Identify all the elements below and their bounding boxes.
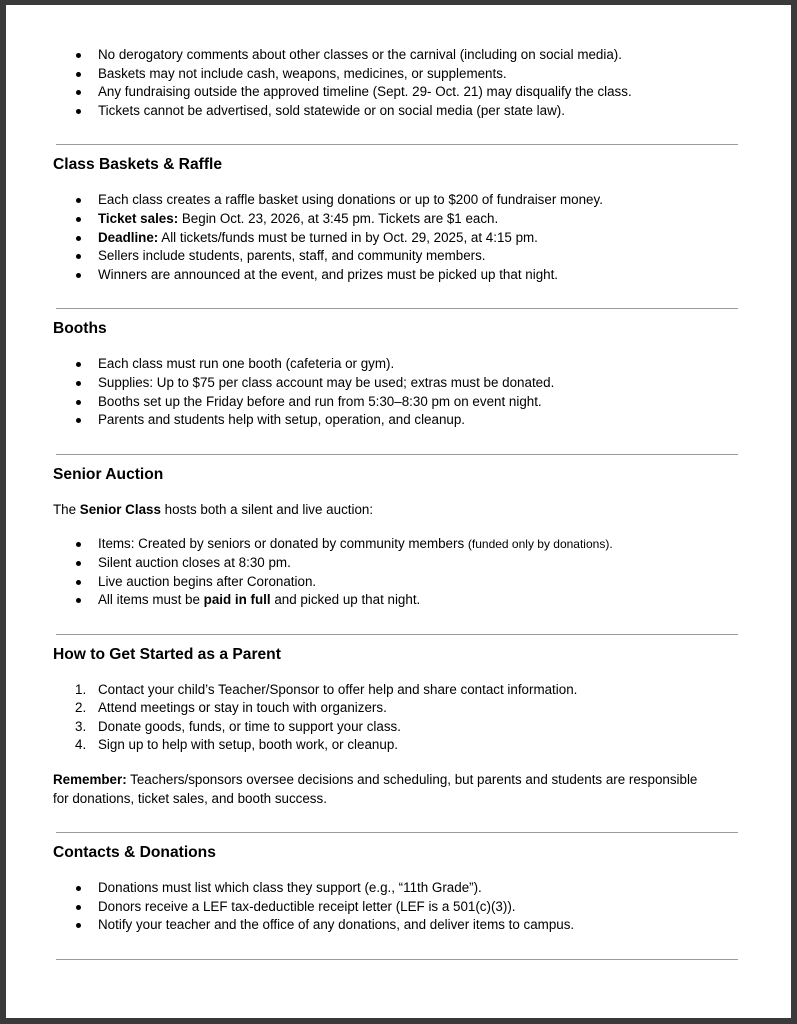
divider	[56, 144, 738, 145]
list-item: Live auction begins after Coronation.	[53, 573, 741, 592]
list-item: Notify your teacher and the office of any donations, and deliver items to campus.	[53, 916, 741, 935]
list-item: Each class creates a raffle basket using donations or up to $200 of fundraiser money.	[53, 191, 741, 210]
item-text: All tickets/funds must be turned in by Oct. 29, 2025, at 4:15 pm.	[158, 229, 538, 245]
bold-label: Ticket sales:	[98, 210, 179, 226]
step-number: 4.	[75, 737, 87, 753]
remember-paragraph	[53, 771, 741, 808]
section-title-baskets: Class Baskets & Raffle	[53, 156, 223, 174]
list-item: No derogatory comments about other classes or the carnival (including on social media).	[53, 46, 741, 65]
document-page	[6, 5, 791, 1018]
contacts-list	[53, 879, 741, 935]
step-text: Sign up to help with setup, booth work, or cleanup.	[98, 737, 398, 753]
parent-steps-list	[53, 681, 741, 755]
divider	[56, 634, 738, 635]
remember-line: for donations, ticket sales, and booth success.	[53, 790, 327, 806]
list-item: Sellers include students, parents, staff, and community members.	[53, 247, 741, 266]
intro-text: hosts both a silent and live auction:	[160, 501, 374, 517]
auction-intro	[53, 501, 741, 520]
remember-text: Teachers/sponsors oversee decisions and scheduling, but parents and students are responsible	[126, 772, 698, 788]
list-item	[53, 681, 741, 700]
list-item: Silent auction closes at 8:30 pm.	[53, 554, 741, 573]
list-item	[53, 229, 741, 248]
intro-text: The	[53, 501, 80, 517]
divider	[56, 832, 738, 833]
bold-label: Remember:	[53, 772, 127, 788]
list-item: Any fundraising outside the approved timeline (Sept. 29- Oct. 21) may disqualify the class.	[53, 83, 741, 102]
section-title-auction: Senior Auction	[53, 465, 164, 483]
list-item	[53, 736, 741, 755]
list-item: Booths set up the Friday before and run from 5:30–8:30 pm on event night.	[53, 393, 741, 412]
step-text: Contact your child’s Teacher/Sponsor to offer help and share contact information.	[98, 681, 578, 697]
list-item: Supplies: Up to $75 per class account may be used; extras must be donated.	[53, 374, 741, 393]
step-number: 1.	[75, 681, 87, 697]
list-item	[53, 591, 741, 610]
bold-text: Senior Class	[79, 501, 161, 517]
step-text: Attend meetings or stay in touch with organizers.	[98, 700, 387, 716]
section-title-contacts: Contacts & Donations	[53, 844, 216, 862]
step-number: 3.	[75, 718, 87, 734]
list-item: Tickets cannot be advertised, sold statewide or on social media (per state law).	[53, 102, 741, 121]
item-text: All items must be	[98, 592, 204, 608]
divider	[56, 959, 738, 960]
step-text: Donate goods, funds, or time to support your class.	[98, 718, 401, 734]
bold-label: Deadline:	[98, 229, 159, 245]
divider	[56, 308, 738, 309]
intro-rules-list	[53, 46, 741, 120]
item-text: and picked up that night.	[270, 592, 421, 608]
bold-text: paid in full	[203, 592, 271, 608]
auction-list	[53, 535, 741, 609]
divider	[56, 454, 738, 455]
item-text: Items: Created by seniors or donated by community members	[98, 536, 468, 552]
section-title-parent: How to Get Started as a Parent	[53, 645, 281, 663]
remember-line	[53, 771, 741, 790]
list-item	[53, 210, 741, 229]
list-item: Winners are announced at the event, and prizes must be picked up that night.	[53, 266, 741, 285]
list-item	[53, 699, 741, 718]
list-item	[53, 535, 741, 554]
list-item: Baskets may not include cash, weapons, medicines, or supplements.	[53, 65, 741, 84]
item-text: Begin Oct. 23, 2026, at 3:45 pm. Tickets are $1 each.	[178, 210, 499, 226]
list-item	[53, 718, 741, 737]
baskets-list	[53, 191, 741, 284]
list-item: Each class must run one booth (cafeteria or gym).	[53, 355, 741, 374]
step-number: 2.	[75, 700, 87, 716]
list-item: Donations must list which class they support (e.g., “11th Grade”).	[53, 879, 741, 898]
section-title-booths: Booths	[53, 320, 107, 338]
list-item: Parents and students help with setup, operation, and cleanup.	[53, 411, 741, 430]
list-item: Donors receive a LEF tax-deductible receipt letter (LEF is a 501(c)(3)).	[53, 898, 741, 917]
item-note: (funded only by donations).	[467, 537, 613, 552]
booths-list	[53, 355, 741, 429]
